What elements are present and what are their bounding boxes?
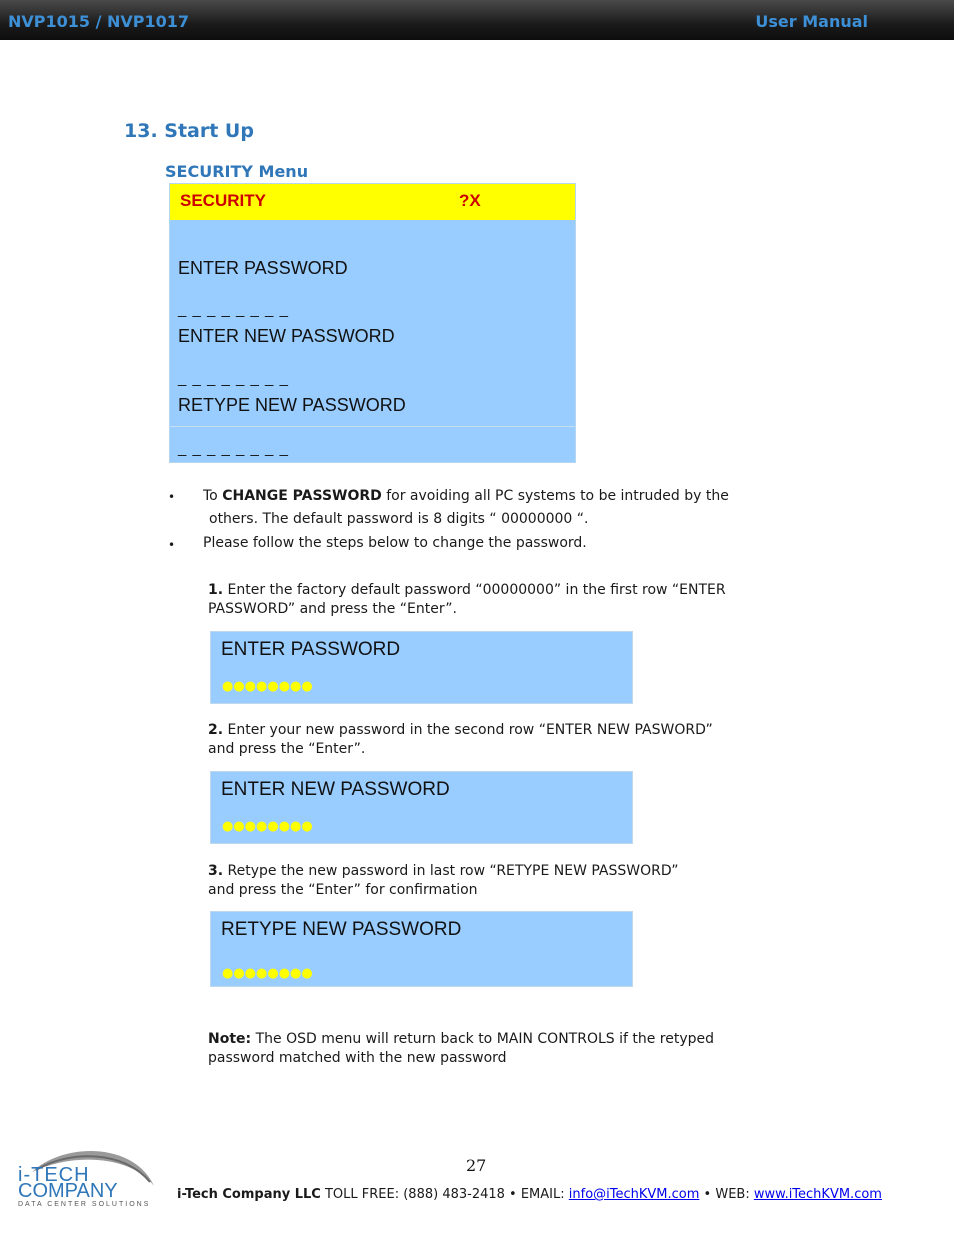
password-box [210,771,633,844]
company-logo [14,1144,162,1210]
osd-help-close-icons: ?X [459,191,481,210]
password-box-label: RETYPE NEW PASSWORD [221,919,462,940]
bullet-mark: • [168,490,176,504]
header-manual: User Manual [755,12,868,31]
section-subtitle: SECURITY Menu [165,162,309,181]
logo-tagline: DATA CENTER SOLUTIONS [18,1201,151,1208]
osd-divider [170,426,575,427]
bullet-text: To CHANGE PASSWORD for avoiding all PC systems to be intruded by the [203,488,729,504]
bullet-mark: • [168,538,176,552]
step-text: and press the “Enter” for confirmation [208,882,478,898]
osd-row-value: _ _ _ _ _ _ _ _ [178,301,289,318]
page-footer: i-Tech Company LLC TOLL FREE: (888) 483-2418 • EMAIL: info@iTechKVM.com • WEB: www.iTechKVM.com [177,1187,882,1202]
password-box-label: ENTER PASSWORD [221,639,401,660]
step-text: 1. Enter the factory default password “00000000” in the first row “ENTER [208,582,726,598]
web-link[interactable]: www.iTechKVM.com [753,1187,882,1202]
osd-row-value: _ _ _ _ _ _ _ _ [178,440,289,457]
footer-company: i-Tech Company LLC [177,1187,321,1202]
note-text: Note: The OSD menu will return back to MAIN CONTROLS if the retyped [208,1031,715,1047]
osd-row-value: _ _ _ _ _ _ _ _ [178,370,289,387]
password-dots: ●●●●●●●● [222,819,313,834]
bullet-text-continued: others. The default password is 8 digits “ 00000000 “. [209,511,589,527]
password-box [210,911,633,987]
step-text: PASSWORD” and press the “Enter”. [208,601,457,617]
step-text: 2. Enter your new password in the second row “ENTER NEW PASWORD” [208,722,713,738]
osd-title: SECURITY [180,191,266,210]
page-number: 27 [466,1156,487,1175]
email-link[interactable]: info@iTechKVM.com [568,1187,700,1202]
password-box-label: ENTER NEW PASSWORD [221,779,450,800]
logo-line1: i-TECH [18,1164,90,1186]
logo-line2: COMPANY [18,1180,118,1202]
security-osd-menu [169,183,576,463]
password-dots: ●●●●●●●● [222,966,313,981]
osd-title-bar [170,184,575,220]
bold-term: CHANGE PASSWORD [222,488,382,504]
osd-row-label: ENTER PASSWORD [178,258,348,278]
note-text: password matched with the new password [208,1050,507,1066]
password-box [210,631,633,704]
osd-row-label: ENTER NEW PASSWORD [178,326,395,346]
password-dots: ●●●●●●●● [222,679,313,694]
header-model: NVP1015 / NVP1017 [8,12,190,31]
bullet-text: Please follow the steps below to change the password. [203,535,587,551]
section-title: 13. Start Up [124,120,254,142]
step-text: 3. Retype the new password in last row “RETYPE NEW PASSWORD” [208,863,679,879]
page-header [0,0,954,40]
step-text: and press the “Enter”. [208,741,366,757]
osd-row-label: RETYPE NEW PASSWORD [178,395,406,415]
